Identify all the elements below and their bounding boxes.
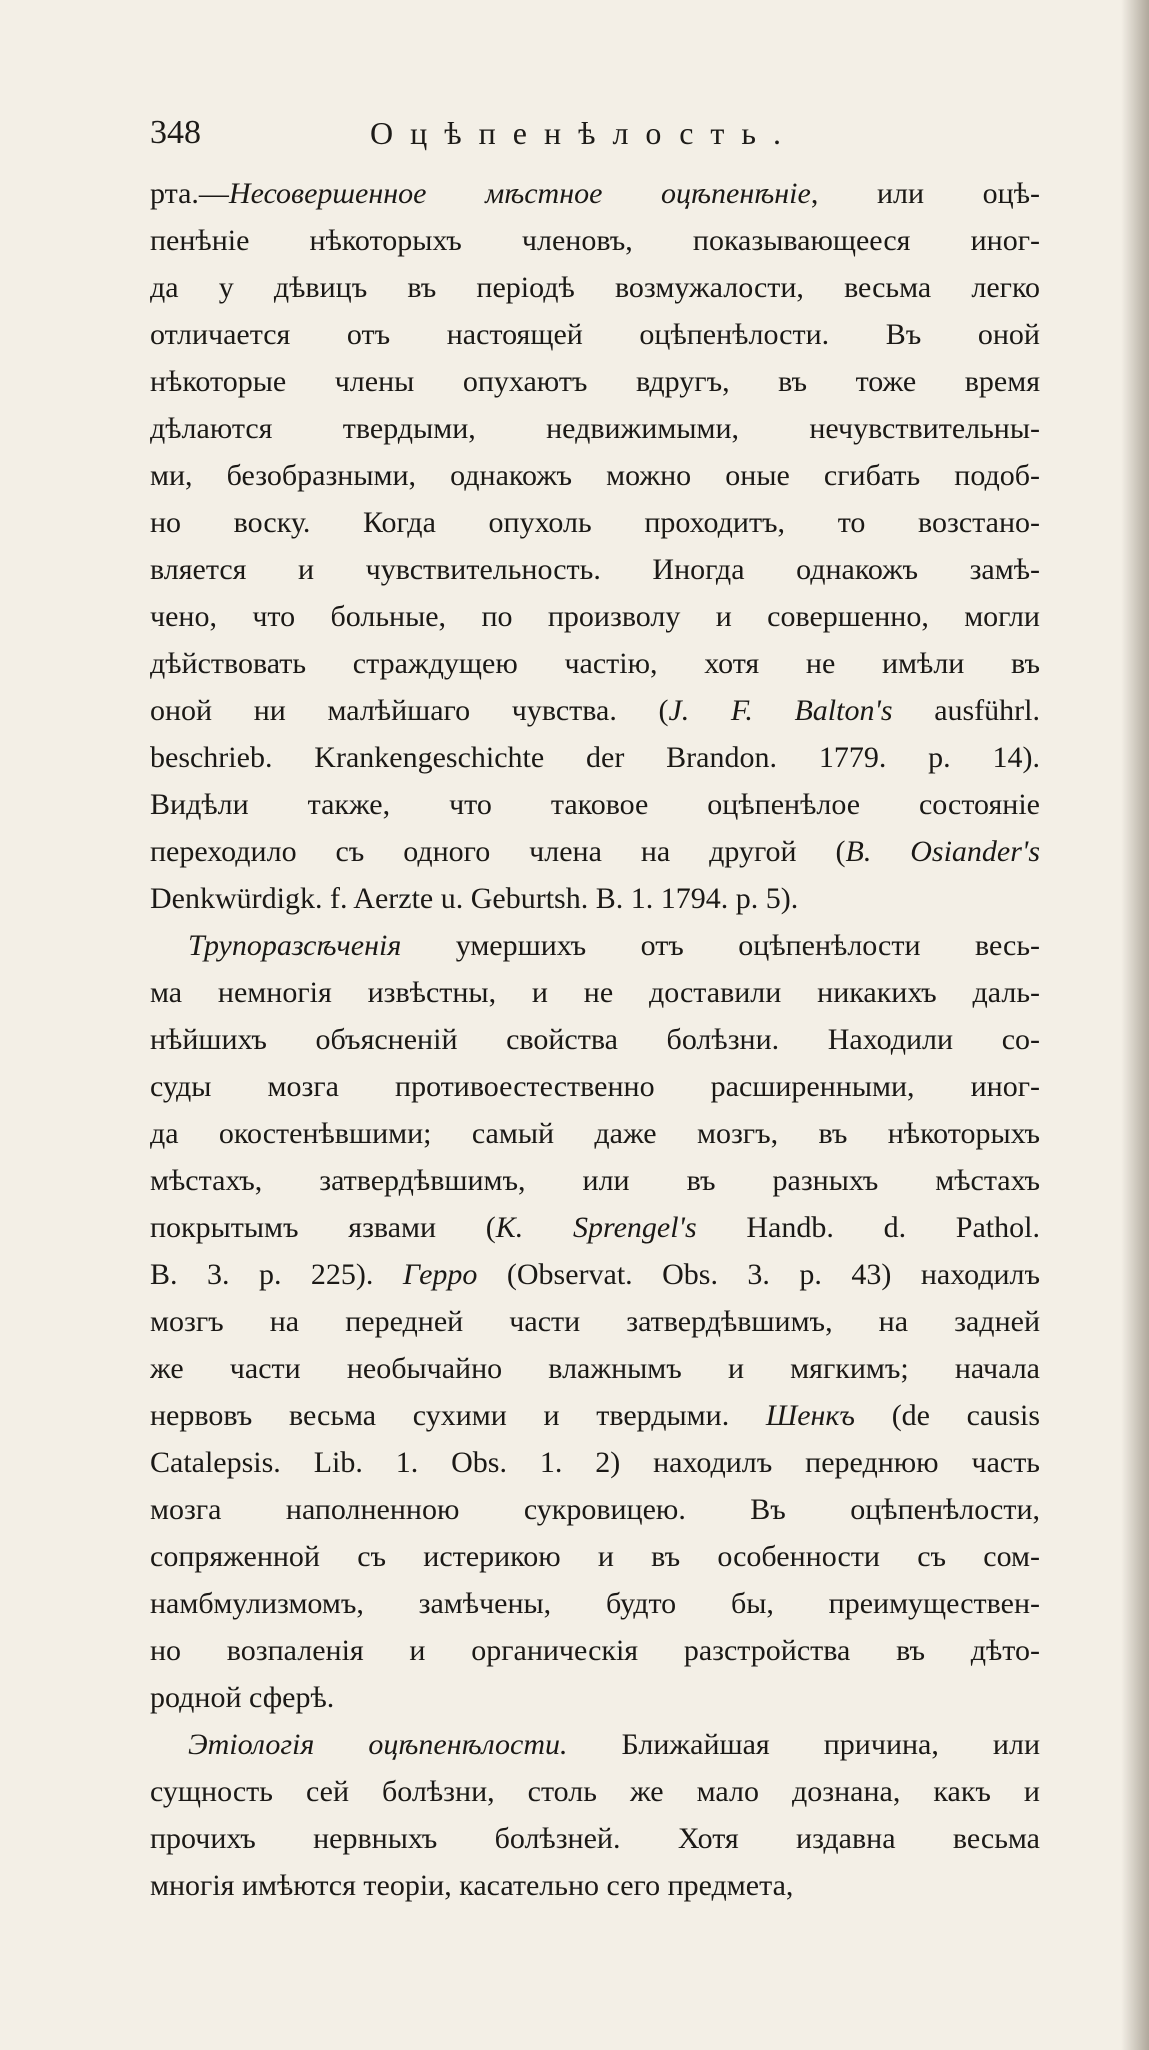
text-line [150,640,1040,687]
page-edge-shadow [1121,0,1149,2050]
text-line [150,1768,1040,1815]
text-segment: ма немногія извѣстны, и не доставили никакихъ даль- [150,976,1040,1009]
italic-text-segment: Несовершенное мѣстное оцѣпенѣніе [228,177,811,210]
text-segment: суды мозга противоестественно расширенными, иног- [150,1070,1040,1103]
text-line [150,546,1040,593]
text-segment: дѣйствовать страждущею частію, хотя не имѣли въ [150,647,1040,680]
text-line [150,405,1040,452]
text-line [150,969,1040,1016]
italic-text-segment: Трупоразсѣченія [188,929,402,962]
italic-text-segment: Герро [402,1258,478,1291]
text-segment: мозга наполненною сукровицею. Въ оцѣпенѣлости, [150,1493,1040,1526]
text-segment: ми, безобразными, однакожъ можно оные сгибать подоб- [150,459,1040,492]
text-segment: умершихъ отъ оцѣпенѣлости весь- [401,929,1040,962]
text-line [150,593,1040,640]
text-line [150,1157,1040,1204]
text-segment: нѣйшихъ объясненій свойства болѣзни. Находили со- [150,1023,1040,1056]
text-line [150,875,1040,922]
text-segment: beschrieb. Krankengeschichte der Brandon. 1779. p. 14). [150,741,1040,774]
italic-text-segment: K. Sprengel's [495,1211,697,1244]
text-line [150,1439,1040,1486]
text-segment: (de causis [855,1399,1040,1432]
text-line [150,170,1040,217]
text-segment: намбмулизмомъ, замѣчены, будто бы, преимуществен- [150,1587,1040,1620]
text-segment: мозгъ на передней части затвердѣвшимъ, на задней [150,1305,1040,1338]
text-line [150,1721,1040,1768]
text-line [150,1110,1040,1157]
page-header [150,108,840,158]
text-segment: пенѣніе нѣкоторыхъ членовъ, показывающееся иног- [150,224,1040,257]
text-line [150,1486,1040,1533]
text-line [150,217,1040,264]
text-line [150,781,1040,828]
text-segment: да окостенѣвшими; самый даже мозгъ, въ нѣкоторыхъ [150,1117,1040,1150]
text-segment: отличается отъ настоящей оцѣпенѣлости. Въ оной [150,318,1040,351]
text-line [150,1392,1040,1439]
text-segment: прочихъ нервныхъ болѣзней. Хотя издавна весьма [150,1822,1040,1855]
page-number: 348 [150,114,201,151]
text-segment: чено, что больные, по произволу и совершенно, могли [150,600,1040,633]
text-segment: ausführl. [892,694,1040,727]
text-segment: Catalepsis. Lib. 1. Obs. 1. 2) находилъ переднюю часть [150,1446,1040,1479]
text-segment: покрытымъ язвами ( [150,1211,496,1244]
text-segment: но возпаленія и органическія разстройства въ дѣто- [150,1634,1040,1667]
text-segment: дѣлаются твердыми, недвижимыми, нечувствительны- [150,412,1040,445]
text-line [150,499,1040,546]
text-segment: нѣкоторые члены опухаютъ вдругъ, въ тоже время [150,365,1040,398]
running-title: Оцѣпенѣлость. [370,115,798,151]
text-line [150,1580,1040,1627]
text-segment: многія имѣются теоріи, касательно сего предмета, [150,1869,794,1902]
text-segment: B. 3. p. 225). [150,1258,403,1291]
italic-text-segment: Этіологія оцѣпенѣлости. [188,1728,568,1761]
text-segment: рта.— [150,177,229,210]
text-line [150,311,1040,358]
text-segment: нервовъ весьма сухими и твердыми. [150,1399,766,1432]
text-segment: мѣстахъ, затвердѣвшимъ, или въ разныхъ мѣстахъ [150,1164,1040,1197]
text-segment: Ближайшая причина, или [567,1728,1040,1761]
text-segment: но воску. Когда опухоль проходитъ, то возстано- [150,506,1040,539]
text-segment: родной сферѣ. [150,1681,335,1714]
text-segment: вляется и чувствительность. Иногда однакожъ замѣ- [150,553,1040,586]
text-line [150,1204,1040,1251]
text-segment: же части необычайно влажнымъ и мягкимъ; начала [150,1352,1040,1385]
text-segment: Видѣли также, что таковое оцѣпенѣлое состояніе [150,788,1040,821]
text-line [150,264,1040,311]
text-line [150,1862,1040,1909]
text-line [150,1674,1040,1721]
text-line [150,922,1040,969]
italic-text-segment: J. F. Balton's [668,694,893,727]
body-text [150,170,1040,1909]
text-segment: да у дѣвицъ въ періодѣ возмужалости, весьма легко [150,271,1040,304]
text-line [150,1345,1040,1392]
text-line [150,1298,1040,1345]
text-segment: , или оцѣ- [810,177,1040,210]
text-segment: (Observat. Obs. 3. p. 43) находилъ [477,1258,1040,1291]
text-segment: переходило съ одного члена на другой ( [150,835,846,868]
text-line [150,1815,1040,1862]
text-line [150,687,1040,734]
text-segment: Handb. d. Pathol. [696,1211,1040,1244]
text-line [150,1533,1040,1580]
text-line [150,1251,1040,1298]
text-segment: оной ни малѣйшаго чувства. ( [150,694,669,727]
italic-text-segment: Шенкъ [765,1399,855,1432]
text-line [150,358,1040,405]
text-segment: Denkwürdigk. f. Aerzte u. Geburtsh. B. 1. 1794. p. 5). [150,882,799,915]
italic-text-segment: B. Osiander's [845,835,1040,868]
text-segment: сущность сей болѣзни, столь же мало дознана, какъ и [150,1775,1040,1808]
text-line [150,1627,1040,1674]
text-line [150,452,1040,499]
text-line [150,1063,1040,1110]
text-line [150,1016,1040,1063]
text-line [150,734,1040,781]
text-segment: сопряженной съ истерикою и въ особенности съ сом- [150,1540,1040,1573]
text-line [150,828,1040,875]
